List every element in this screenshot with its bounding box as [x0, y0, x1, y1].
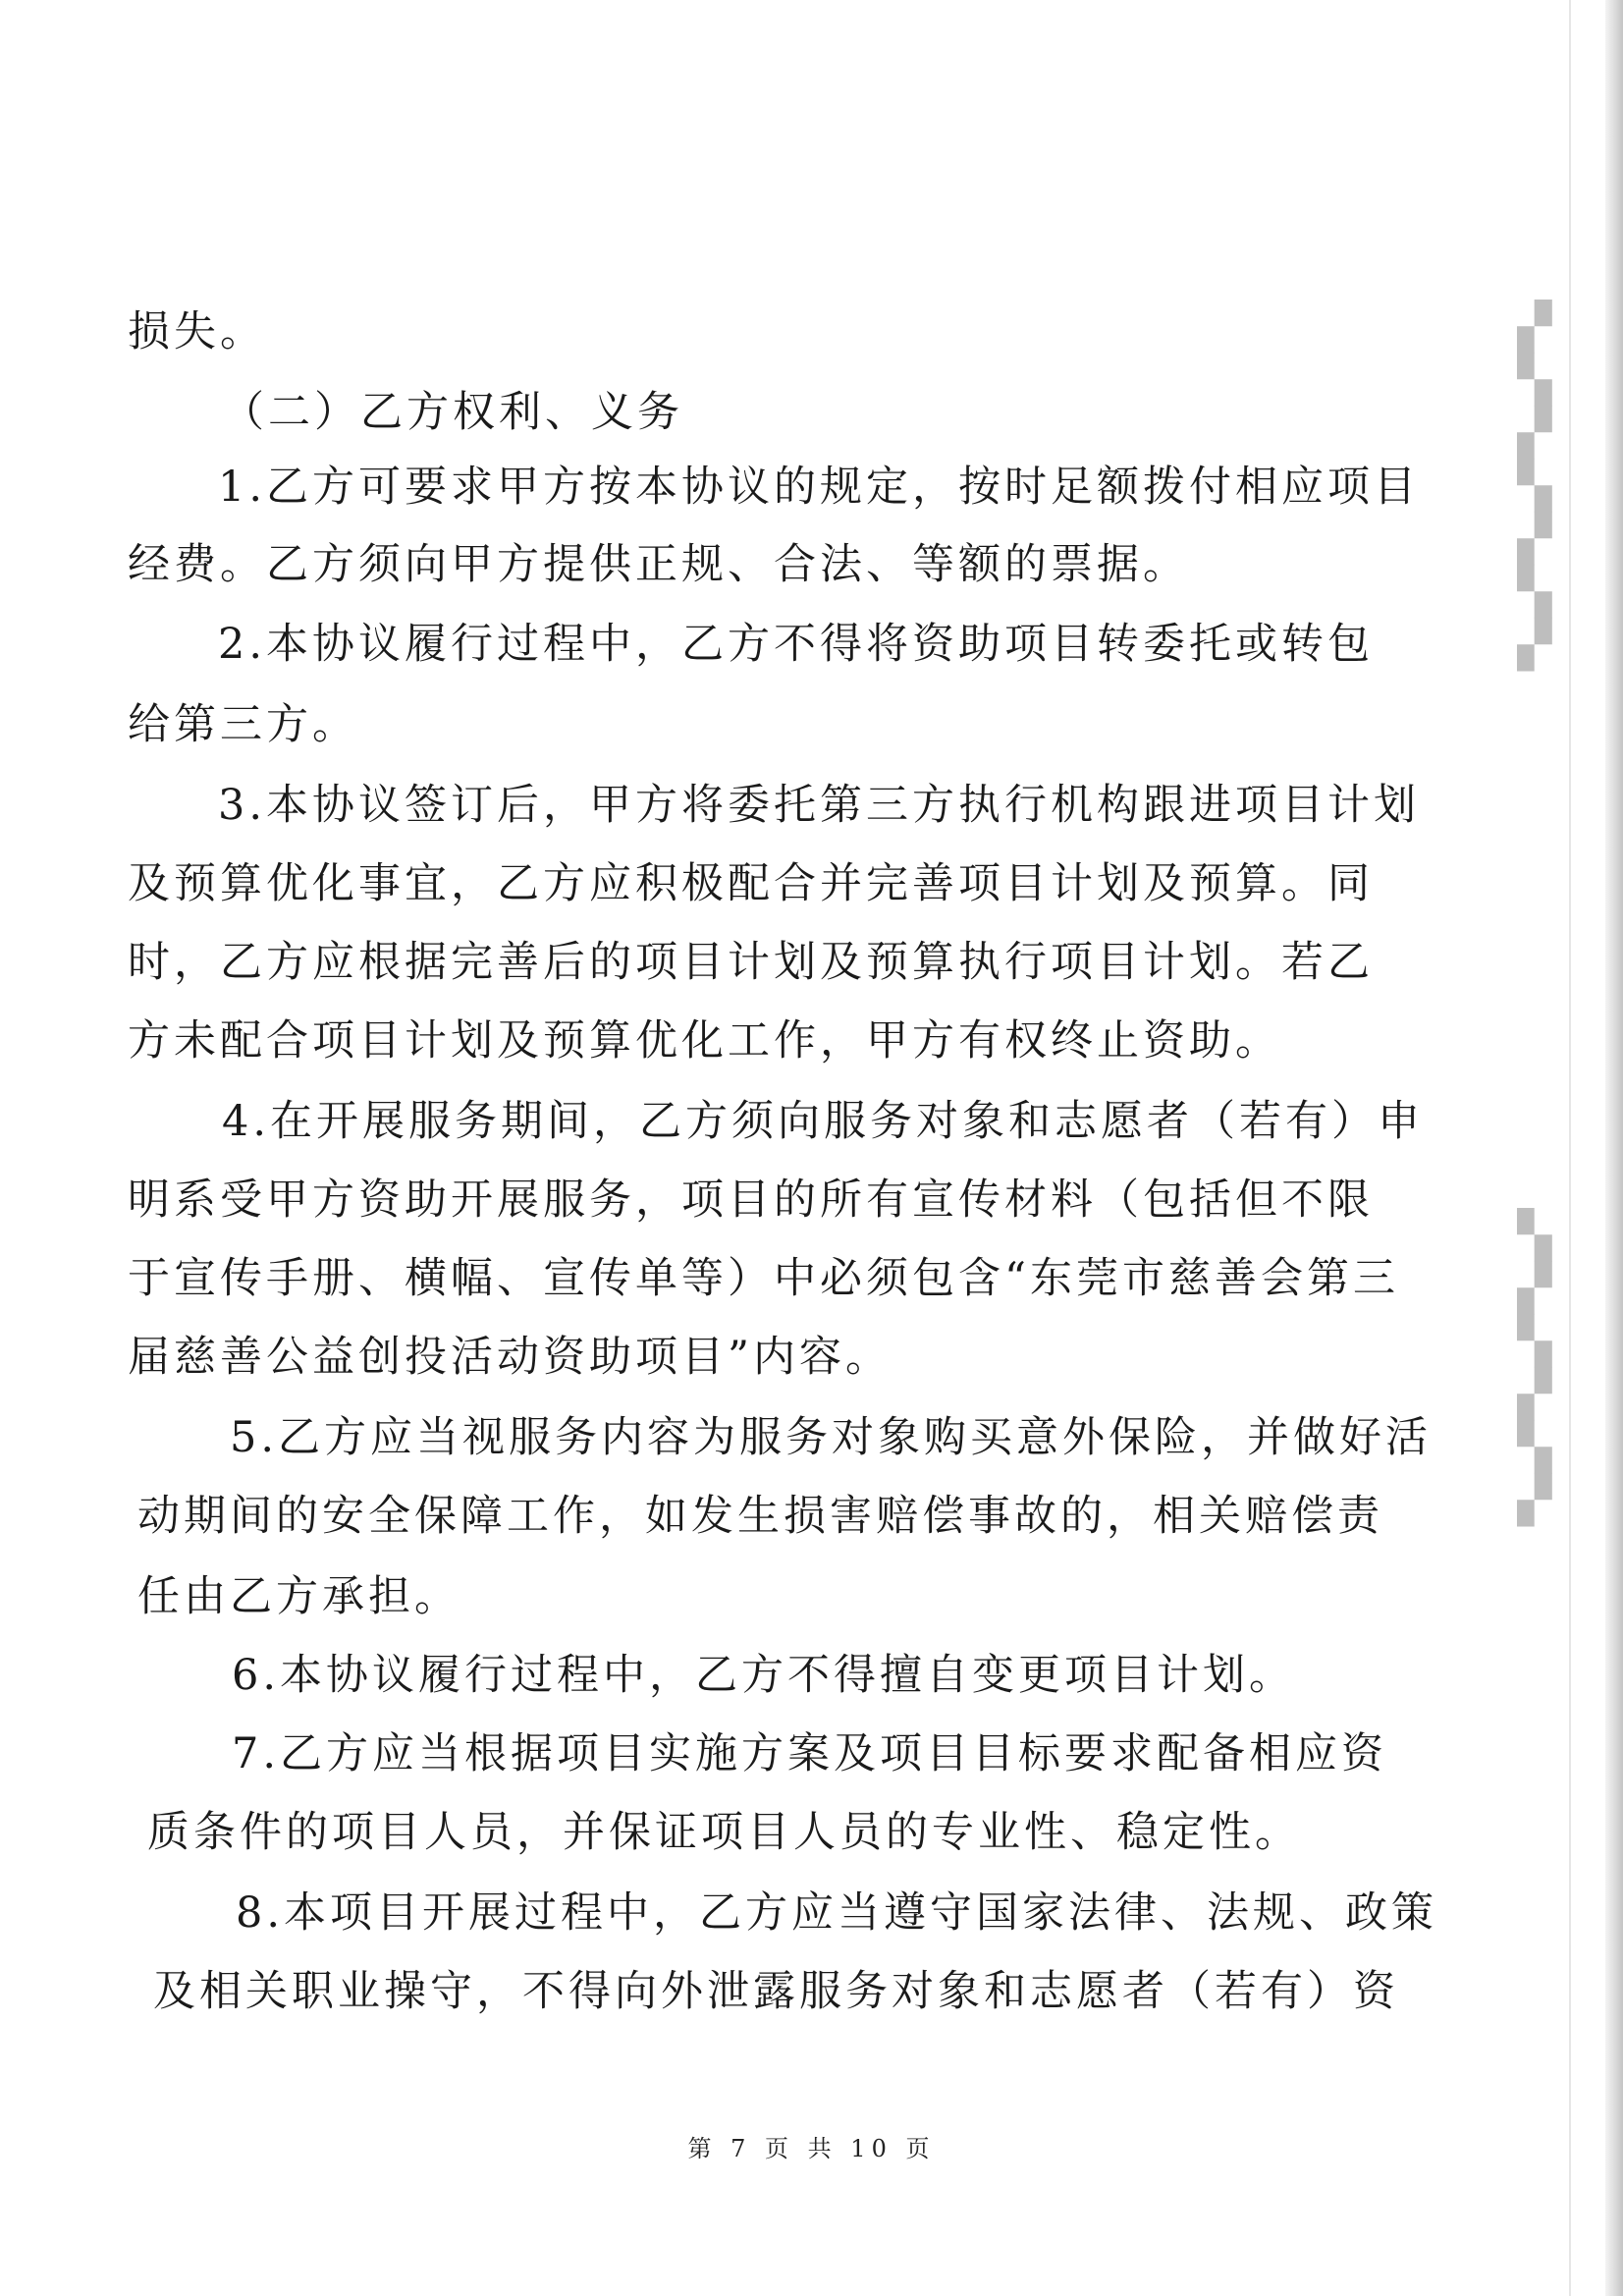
text-line: 质条件的项目人员，并保证项目人员的专业性、稳定性。	[147, 1808, 1301, 1857]
text-line: 时，乙方应根据完善后的项目计划及预算执行项目计划。若乙	[128, 938, 1374, 987]
text-line: 明系受甲方资助开展服务，项目的所有宣传材料（包括但不限	[128, 1175, 1374, 1225]
text-line: 及预算优化事宜，乙方应积极配合并完善项目计划及预算。同	[128, 859, 1374, 908]
page-number: 第 7 页 共 10 页	[687, 2135, 936, 2162]
text-line: 动期间的安全保障工作，如发生损害赔偿事故的，相关赔偿责	[137, 1492, 1383, 1541]
text-line: 8.本项目开展过程中，乙方应当遵守国家法律、法规、政策	[236, 1888, 1438, 1938]
text-line: 4.在开展服务期间，乙方须向服务对象和志愿者（若有）申	[222, 1097, 1425, 1146]
text-line: 5.乙方应当视服务内容为服务对象购买意外保险，并做好活	[230, 1413, 1433, 1462]
text-line: 给第三方。	[128, 700, 358, 749]
text-line: 6.本协议履行过程中，乙方不得擅自变更项目计划。	[232, 1651, 1296, 1700]
text-line: 经费。乙方须向甲方提供正规、合法、等额的票据。	[128, 540, 1189, 589]
partial-seal-top: ▞ ▚ ▞ ▚ ▞ ▚ ▞	[1517, 300, 1546, 671]
section-heading: （二）乙方权利、义务	[222, 388, 683, 437]
text-line: 任由乙方承担。	[137, 1572, 460, 1621]
text-line: 及相关职业操守，不得向外泄露服务对象和志愿者（若有）资	[153, 1967, 1399, 2016]
text-line: 于宣传手册、横幅、宣传单等）中必须包含“东莞市慈善会第三	[128, 1254, 1399, 1303]
text-line: 7.乙方应当根据项目实施方案及项目目标要求配备相应资	[232, 1729, 1388, 1778]
text-line: 损失。	[128, 307, 266, 356]
text-line: 方未配合项目计划及预算优化工作，甲方有权终止资助。	[128, 1016, 1281, 1066]
text-line: 2.本协议履行过程中，乙方不得将资助项目转委托或转包	[218, 620, 1375, 669]
text-line: 3.本协议签订后，甲方将委托第三方执行机构跟进项目计划	[218, 781, 1421, 830]
text-line: 届慈善公益创投活动资助项目”内容。	[128, 1333, 892, 1382]
partial-seal-middle: ▚ ▞ ▚ ▞ ▚ ▞	[1517, 1208, 1546, 1526]
text-line: 1.乙方可要求甲方按本协议的规定，按时足额拨付相应项目	[218, 463, 1421, 512]
